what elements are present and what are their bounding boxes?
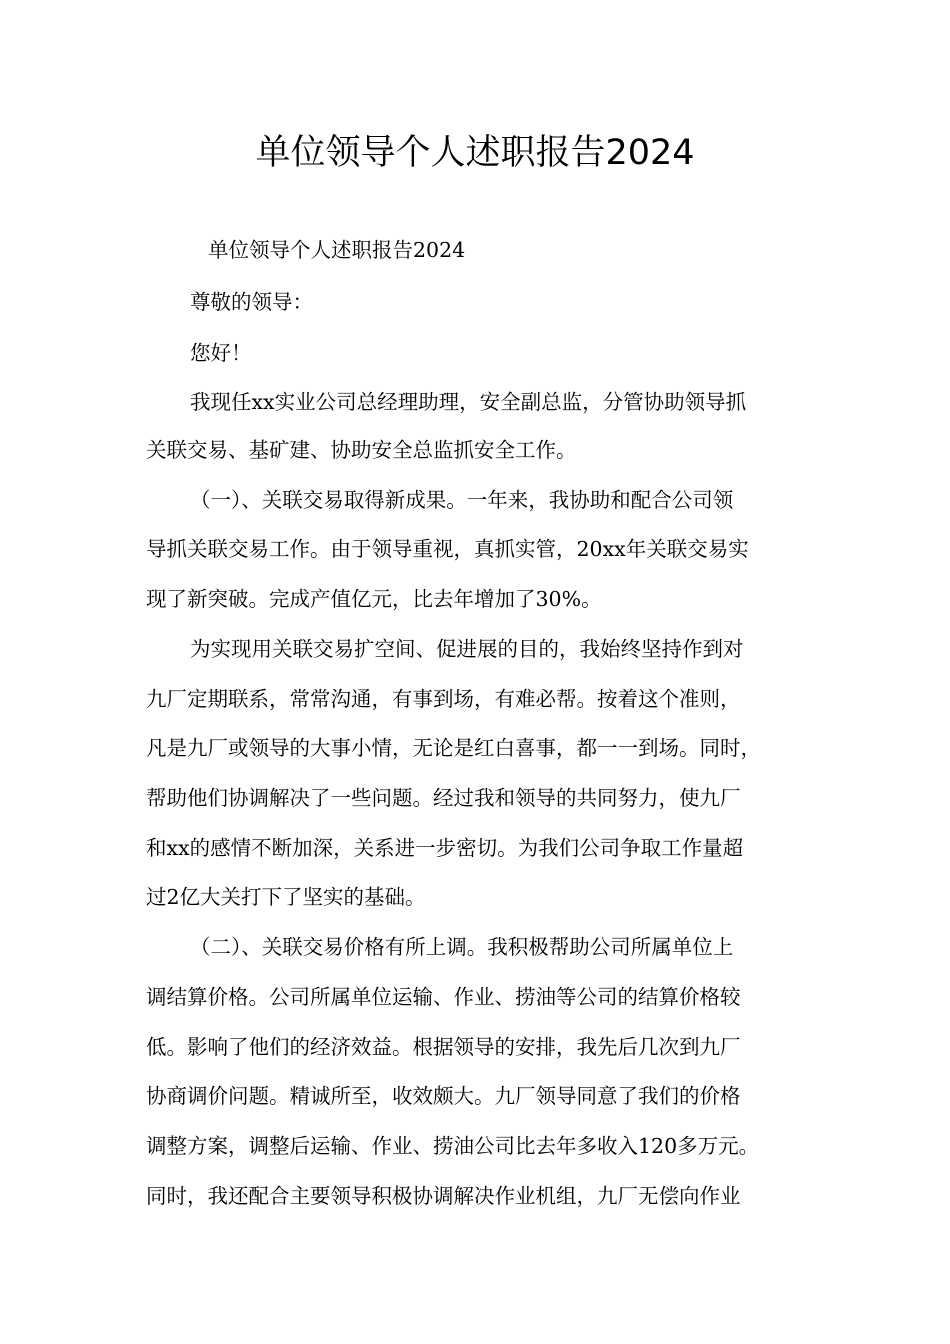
paragraph-line: 导抓关联交易工作。由于领导重视，真抓实管，20xx年关联交易实 — [146, 537, 749, 561]
paragraph-line: 调整方案，调整后运输、作业、捞油公司比去年多收入120多万元。 — [146, 1134, 760, 1158]
greeting-line: 您好！ — [190, 341, 252, 365]
paragraph-line: （一）、关联交易取得新成果。一年来，我协助和配合公司领 — [190, 488, 734, 512]
paragraph-line: 现了新突破。完成产值亿元，比去年增加了30%。 — [146, 587, 602, 611]
paragraph-line: 关联交易、基矿建、协助安全总监抓安全工作。 — [146, 438, 577, 462]
subtitle-line: 单位领导个人述职报告2024 — [208, 238, 466, 262]
paragraph-line: （二）、关联交易价格有所上调。我积极帮助公司所属单位上 — [190, 935, 734, 959]
paragraph-line: 协商调价问题。精诚所至，收效颇大。九厂领导同意了我们的价格 — [146, 1084, 741, 1108]
paragraph-line: 和xx的感情不断加深，关系进一步密切。为我们公司争取工作量超 — [146, 836, 744, 860]
document-title: 单位领导个人述职报告2024 — [255, 133, 695, 173]
paragraph-line: 同时，我还配合主要领导积极协调解决作业机组，九厂无偿向作业 — [146, 1184, 741, 1208]
paragraph-line: 凡是九厂或领导的大事小情，无论是红白喜事，都一一到场。同时， — [146, 736, 761, 760]
paragraph-line: 帮助他们协调解决了一些问题。经过我和领导的共同努力，使九厂 — [146, 786, 741, 810]
paragraph-line: 九厂定期联系，常常沟通，有事到场，有难必帮。按着这个准则， — [146, 687, 741, 711]
paragraph-line: 我现任xx实业公司总经理助理，安全副总监，分管协助领导抓 — [190, 390, 747, 414]
paragraph-line: 低。影响了他们的经济效益。根据领导的安排，我先后几次到九厂 — [146, 1035, 741, 1059]
paragraph-line: 过2亿大关打下了坚实的基础。 — [146, 885, 426, 909]
salutation-line: 尊敬的领导： — [190, 290, 313, 314]
paragraph-line: 为实现用关联交易扩空间、促进展的目的，我始终坚持作到对 — [190, 637, 744, 661]
paragraph-line: 调结算价格。公司所属单位运输、作业、捞油等公司的结算价格较 — [146, 985, 741, 1009]
